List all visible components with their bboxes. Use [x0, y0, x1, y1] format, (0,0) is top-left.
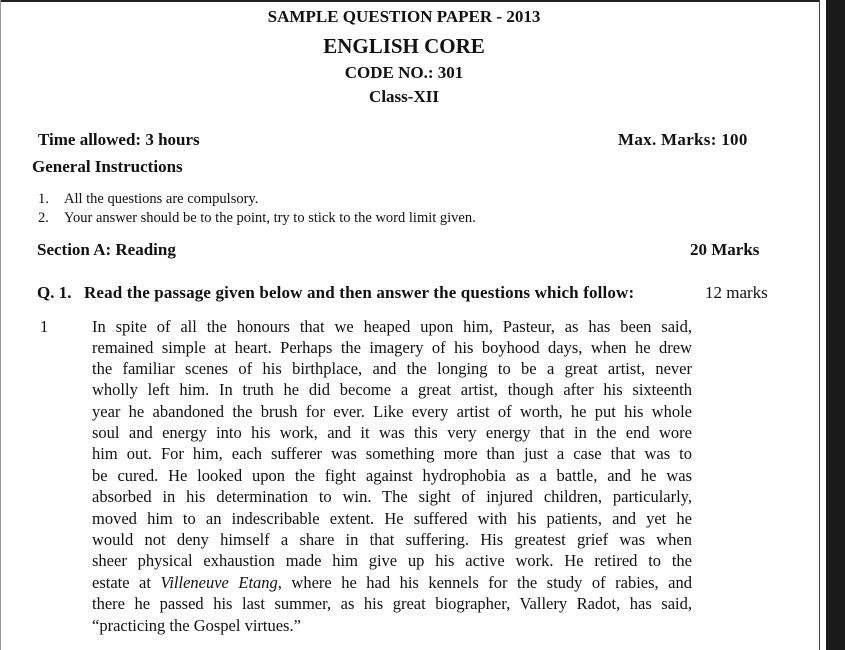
passage-line: be cured. He looked upon the fight against hydrophobia as a battle, and he was	[92, 466, 692, 485]
page-top-border	[0, 0, 845, 2]
instruction-item	[38, 210, 476, 227]
subject-code: CODE NO.: 301	[344, 63, 464, 82]
passage-line: the familiar scenes of his birthplace, and the longing to be a great artist, never	[92, 359, 692, 378]
passage-line: sheer physical exhaustion made him give up his active work. He retired to the	[92, 551, 692, 570]
passage-line: there he passed his last summer, as his great biographer, Vallery Radot, has said,	[92, 594, 692, 613]
section-title: Section A: Reading	[37, 240, 176, 259]
question-marks: 12 marks	[705, 283, 768, 302]
paper-title: SAMPLE QUESTION PAPER - 2013	[267, 7, 541, 26]
place-name: Villeneuve Etang	[160, 573, 278, 592]
passage-line: “practicing the Gospel virtues.”	[92, 616, 301, 635]
passage-line: absorbed in his determination to win. The sight of injured children, particularly,	[92, 487, 692, 506]
passage-line: wholly left him. In truth he did become a great artist, though after his sixteenth	[92, 380, 692, 399]
passage-line: would not deny himself a share in that suffering. His greatest grief was when	[92, 530, 692, 549]
passage-line: remained simple at heart. Perhaps the imagery of his boyhood days, when he drew	[92, 338, 692, 357]
instruction-number: 2.	[38, 210, 49, 226]
instruction-number: 1.	[38, 191, 49, 207]
instruction-text: All the questions are compulsory.	[64, 191, 259, 207]
passage-fragment: , where he had his kennels for the study of rabies, and	[277, 573, 692, 592]
instruction-text: Your answer should be to the point, try to stick to the word limit given.	[64, 210, 476, 226]
passage-line: year he abandoned the brush for ever. Like every artist of worth, he put his whole	[92, 402, 692, 421]
class-label: Class-XII	[369, 87, 439, 106]
general-instructions-heading: General Instructions	[32, 157, 183, 176]
passage-line: In spite of all the honours that we heaped upon him, Pasteur, as has been said,	[92, 317, 692, 336]
passage-fragment: estate at	[92, 573, 161, 592]
time-allowed: Time allowed: 3 hours	[38, 130, 200, 149]
subject-title: ENGLISH CORE	[323, 34, 485, 58]
passage-line: him out. For him, each sufferer was something more than just a case that was to	[92, 444, 692, 463]
section-marks: 20 Marks	[690, 240, 760, 259]
instruction-item	[38, 191, 258, 208]
passage-line	[92, 573, 692, 593]
paragraph-number: 1	[40, 317, 49, 336]
passage-line: soul and energy into his work, and it was this very energy that in the end wore	[92, 423, 692, 442]
viewer-dark-margin	[826, 0, 845, 650]
question-number: Q. 1.	[37, 283, 72, 302]
max-marks: Max. Marks: 100	[618, 130, 748, 149]
passage-line: moved him to an indescribable extent. He suffered with his patients, and yet he	[92, 509, 692, 528]
question-text: Read the passage given below and then answer the questions which follow:	[84, 283, 635, 302]
